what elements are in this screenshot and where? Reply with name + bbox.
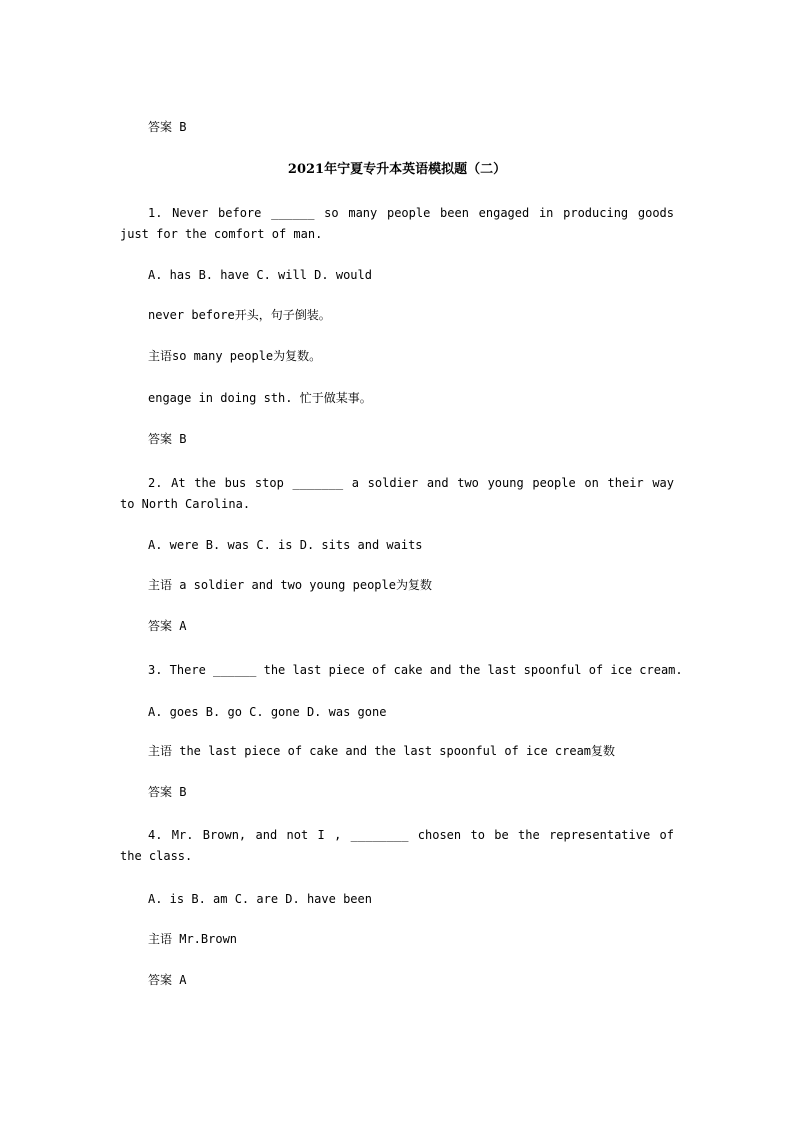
explanation-line: 主语so many people为复数。	[148, 349, 322, 363]
question-2-options: A. were B. was C. is D. sits and waits	[148, 538, 423, 552]
question-4-options: A. is B. am C. are D. have been	[148, 892, 372, 906]
explanation-line: engage in doing sth. 忙于做某事。	[148, 391, 372, 405]
answer-line: 答案 A	[148, 619, 187, 633]
answer-line: 答案 A	[148, 973, 187, 987]
question-1: 1. Never before ______ so many people been engaged in producing goods just for the comfort of man.	[120, 206, 674, 241]
answer-line: 答案 B	[148, 432, 187, 446]
explanation-line: 主语 a soldier and two young people为复数	[148, 578, 432, 592]
question-4: 4. Mr. Brown, and not I , ________ chosen to be the representative of the class.	[120, 828, 674, 863]
question-2: 2. At the bus stop _______ a soldier and two young people on their way to North Carolina.	[120, 476, 674, 511]
answer-line: 答案 B	[148, 120, 187, 134]
explanation-line: 主语 the last piece of cake and the last spoonful of ice cream复数	[148, 744, 616, 758]
question-3-options: A. goes B. go C. gone D. was gone	[148, 705, 387, 719]
answer-line: 答案 B	[148, 785, 187, 799]
question-1-options: A. has B. have C. will D. would	[148, 268, 372, 282]
explanation-line: 主语 Mr.Brown	[148, 932, 238, 946]
question-3: 3. There ______ the last piece of cake and the last spoonful of ice cream.	[148, 663, 683, 677]
page-title: 2021年宁夏专升本英语模拟题（二）	[287, 162, 507, 177]
explanation-line: never before开头，句子倒装。	[148, 308, 331, 322]
